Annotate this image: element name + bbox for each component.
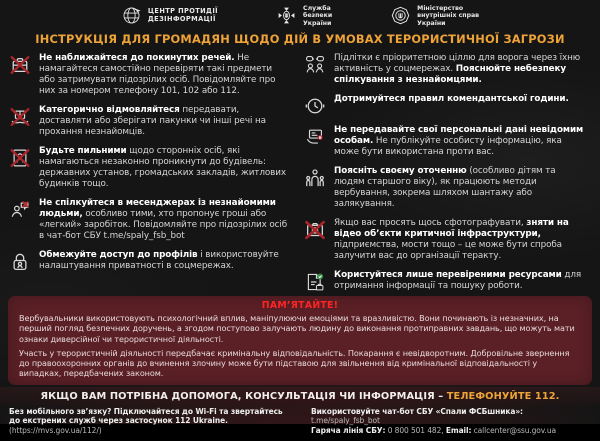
logo-sbu-label	[303, 5, 332, 27]
instruction-item	[9, 146, 290, 190]
text-regular: Якщо вас просять щось сфотографувати,	[334, 217, 527, 228]
text-regular: підприємства, мости тощо – це може бути спроба залучити вас до організації теракту.	[334, 239, 562, 261]
reminder-title: ПАМ’ЯТАЙТЕ!	[261, 299, 339, 311]
instruction-item	[304, 166, 585, 210]
help-line-phone: ТЕЛЕФОНУЙТЕ 112.	[446, 390, 560, 402]
logo-text-line: ЦЕНТР ПРОТИДІЇ	[147, 7, 219, 16]
instruction-text	[39, 198, 290, 242]
instruction-text	[334, 125, 585, 158]
sbu-emblem-icon	[276, 5, 297, 26]
text-regular: (https://mvs.gov.ua/112/)	[9, 425, 102, 435]
text-regular: особливо тими, хто пропонує гроші або «легкий» заробіток. Повідомляйте про підозрілих осіб в чат-бот СБУ t.me/spaly_fsb_bot	[39, 208, 288, 241]
footer-left-note	[9, 407, 289, 436]
help-line-text: ЯКЩО ВАМ ПОТРІБНА ДОПОМОГА, КОНСУЛЬТАЦІЯ ЧИ ІНФОРМАЦІЯ –	[40, 390, 447, 402]
instruction-item	[304, 94, 585, 117]
instruction-item	[9, 53, 290, 97]
footer-hotline-line	[311, 426, 591, 436]
instruction-text	[334, 166, 585, 210]
logo-mvs-label	[417, 5, 479, 27]
instruction-text	[39, 53, 290, 97]
text-regular: передавати, доставляти або зберігати пакунки чи інші речі на прохання незнайомців.	[39, 104, 266, 137]
footer	[0, 405, 600, 441]
teens-chat-icon	[304, 53, 328, 76]
instruction-text	[39, 250, 290, 272]
cpd-emblem-icon	[121, 5, 142, 26]
logo-sbu	[276, 5, 332, 27]
logo-text-line: безпеки	[303, 12, 333, 20]
text-regular: t.me/spaly_fsb_bot	[311, 416, 380, 426]
stranger-chat-crossed-icon	[9, 198, 33, 221]
no-photo-crossed-icon	[304, 218, 328, 241]
reminder-paragraph: Вербувальники використовують психологічний вплив, маніпулюючи емоціями та вразливістю. Вони починають із незначних, на перший погляд безпечних доручень, а згодом поступово залучають людину до виконання протиправних завдань, що можуть мати ознаки диверсійної чи терористичної діяльності.	[19, 312, 575, 344]
footer-chatbot-line	[311, 407, 591, 426]
text-regular: Підлітки є пріоритетною ціллю для ворога через їхню активність у соцмережах.	[334, 52, 581, 74]
text-regular: (особливо дітям та людям старшого віку), як працюють методи вербування, зокрема шляхом шантажу або залякування.	[334, 165, 556, 209]
text-emphasis: Не передавайте свої персональні дані невідомим особам.	[334, 124, 584, 146]
logo-text-line: ДЕЗІНФОРМАЦІЇ	[147, 14, 216, 23]
intruder-crossed-icon	[9, 146, 33, 169]
logo-cpd-label	[148, 8, 218, 24]
text-regular: і використовуйте налаштування приватності в соцмережах.	[39, 249, 279, 271]
page-title: ІНСТРУКЦІЯ ДЛЯ ГРОМАДЯН ЩОДО ДІЙ В УМОВАХ ТЕРОРИСТИЧНОЇ ЗАГРОЗИ	[35, 31, 565, 46]
text-emphasis: Поясніть своєму оточенню	[334, 165, 467, 176]
text-emphasis: Пояснюйте небезпеку спілкування з незнайомцями.	[334, 63, 567, 85]
curfew-clock-icon	[304, 94, 328, 117]
text-emphasis: Email:	[445, 425, 472, 435]
instruction-text	[39, 146, 290, 190]
logo-text-line: Міністерство	[417, 5, 464, 12]
instruction-text	[39, 105, 290, 138]
personal-data-crossed-icon	[304, 125, 328, 148]
text-emphasis: Дотримуйтеся правил комендантської години.	[334, 93, 569, 104]
instruction-item	[304, 53, 585, 86]
text-emphasis: Не наближайтеся до покинутих речей.	[39, 52, 235, 63]
text-regular: Не намагайтеся самостійно перевіряти такі предмети або затримувати підозрілих осіб. Повідомляйте про них за номером телефону 101, 102 або 112.	[39, 52, 276, 96]
footer-right-note	[311, 407, 591, 436]
logo-text-line: Служба	[303, 5, 331, 12]
text-emphasis: Будьте пильними	[39, 145, 127, 156]
logo-text-line: внутрішніх справ	[417, 12, 480, 20]
reminder-paragraph: Участь у терористичній діяльності передбачає кримінальну відповідальність. Покарання є невідворотним. Добровільне звернення до правоохоронних органів до вчинення злочину може бути підставою для звільнення від кримінальної відповідальності у випадках, передбачених законом.	[19, 347, 570, 379]
text-emphasis: зняти на відео об’єкти критичної інфраструктури,	[334, 217, 569, 239]
instruction-item	[304, 125, 585, 158]
instructions-right-column	[304, 53, 585, 293]
text-regular: щодо сторонніх осіб, які намагаються незаконно проникнути до будівель: державних установ, громадських закладів, житлових будинків тощо.	[39, 145, 286, 189]
instruction-item	[9, 105, 290, 138]
instruction-item	[9, 250, 290, 273]
text-emphasis: Обмежуйте доступ до профілів	[39, 249, 198, 260]
text-regular: 0 800 501 482,	[385, 425, 446, 435]
text-regular: Не публікуйте особисту інформацію, яка може бути використана проти вас.	[334, 135, 562, 157]
instruction-text	[334, 270, 585, 292]
help-line	[0, 387, 600, 405]
instruction-item	[304, 270, 585, 293]
logo-cpd	[121, 5, 218, 26]
text-regular: callcenter@ssu.gov.ua	[471, 425, 556, 435]
text-emphasis: Категорично відмовляйтеся	[39, 104, 180, 115]
instruction-columns	[0, 50, 600, 293]
abandoned-item-crossed-icon	[9, 53, 33, 76]
text-emphasis: Використовуйте чат-бот СБУ «Спали ФСБшника»:	[311, 406, 523, 416]
text-emphasis: Користуйтеся лише перевіреними ресурсами	[334, 269, 562, 280]
privacy-lock-icon	[9, 250, 33, 273]
package-handover-crossed-icon	[9, 105, 33, 128]
family-icon	[304, 166, 328, 189]
logo-mvs	[390, 5, 479, 27]
text-emphasis: Гаряча лінія СБУ:	[311, 425, 386, 435]
instruction-item	[304, 218, 585, 262]
header	[0, 0, 600, 29]
instruction-text	[334, 53, 585, 86]
instruction-text	[334, 94, 569, 105]
logo-text-line: України	[417, 19, 446, 27]
verified-resources-icon	[304, 270, 328, 293]
mvs-emblem-icon	[390, 5, 411, 26]
instruction-text	[334, 218, 585, 262]
reminder-box	[8, 296, 592, 385]
text-emphasis: Без мобільного зв’язку? Підключайтеся до Wi-Fi та звертайтесь до екстрених служб через застосунок 112 Ukraine.	[9, 406, 283, 426]
instructions-left-column	[9, 53, 290, 293]
text-regular: для отримання інформації та пошуку роботи.	[334, 269, 582, 291]
text-emphasis: Не спілкуйтеся в месенджерах із незнайомими людьми,	[39, 197, 276, 219]
logo-text-line: України	[303, 19, 332, 27]
instruction-item	[9, 198, 290, 242]
